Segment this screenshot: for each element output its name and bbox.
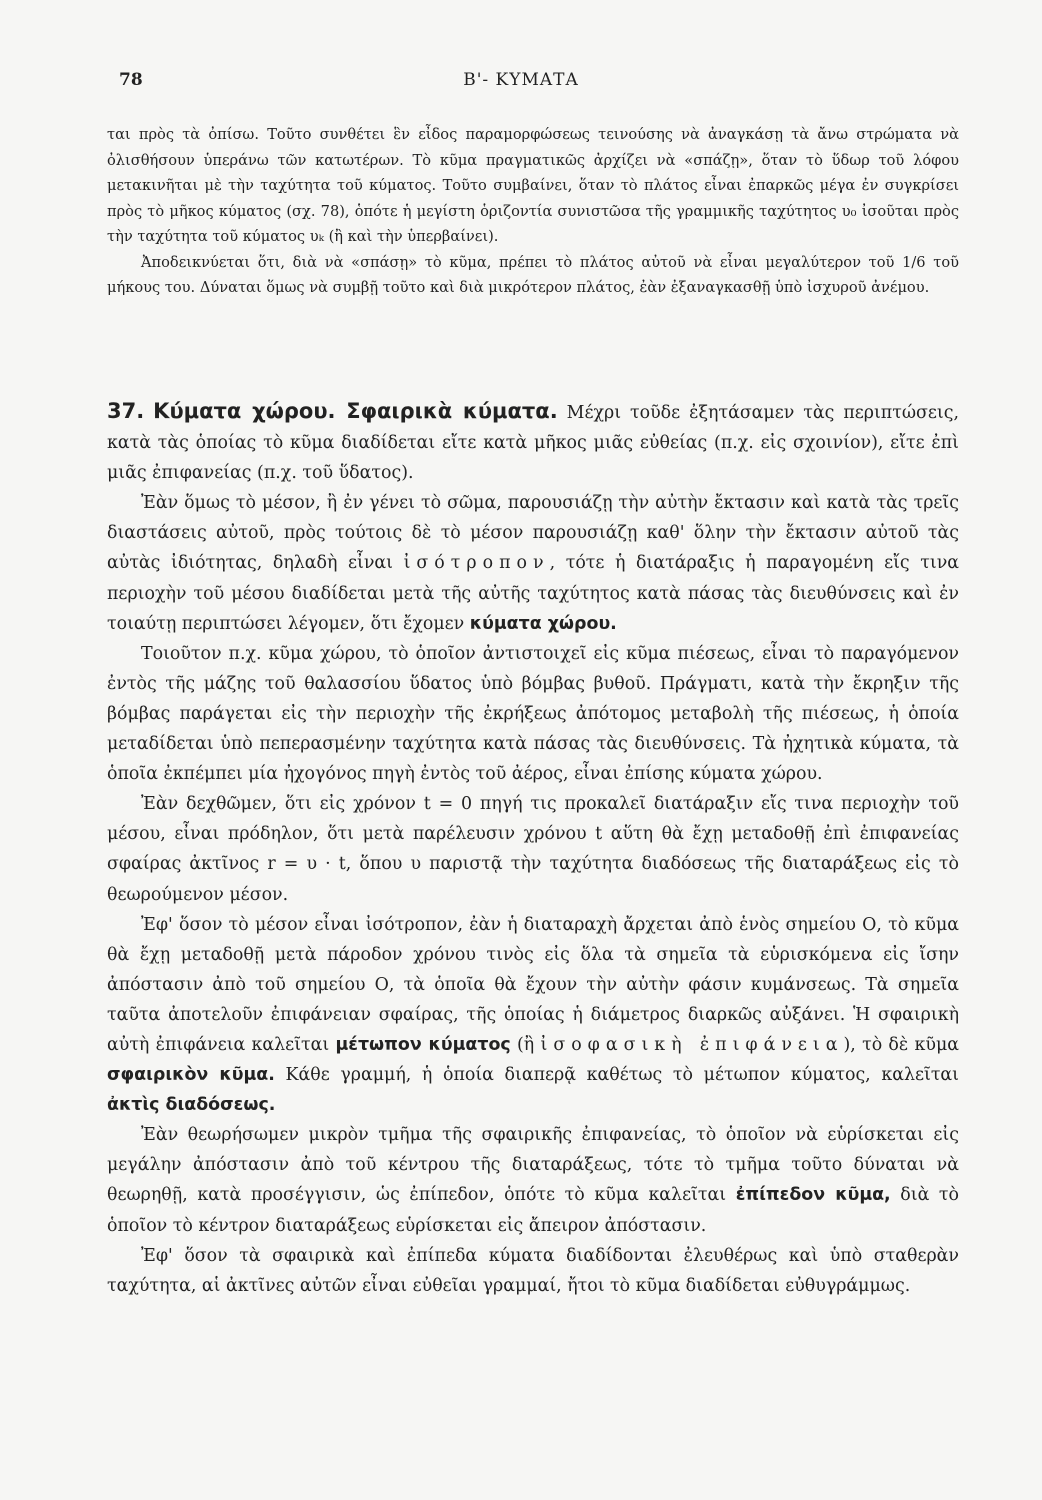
small-paragraph: ται πρὸς τὰ ὀπίσω. Τοῦτο συνθέτει ἓν εἶδος παραμορφώσεως τεινούσης νὰ ἀναγκάσῃ τὰ ἄνω στρώματα νὰ ὀλισθήσουν ὑπεράνω τῶν κατωτέρων. Τὸ κῦμα πραγματικῶς ἀρχίζει νὰ «σπάζῃ», ὅταν τὸ ὕδωρ τοῦ λόφου μετακινῆται μὲ τὴν ταχύτητα τοῦ κύματος. Τοῦτο συμβαίνει, ὅταν τὸ πλάτος εἶναι ἐπαρκῶς μέγα ἐν συγκρίσει πρὸς τὸ μῆκος κύματος (σχ. 78), ὁπότε ἡ μεγίστη ὁριζοντία συνιστῶσα τῆς γραμμικῆς ταχύτητος υ₀ ἰσοῦται πρὸς τὴν ταχύτητα τοῦ κύματος υₖ (ἢ καὶ τὴν ὑπερβαίνει). [107,126,959,245]
bold-term: ἀκτὶς διαδόσεως. [107,1095,276,1116]
body-text: Ἐὰν ὅμως τὸ μέσον, ἢ ἐν γένει τὸ σῶμα, παρουσιάζῃ τὴν αὐτὴν ἔκτασιν καὶ κατὰ τὰς τρεῖς διαστάσεις αὐτοῦ, πρὸς τούτοις δὲ τὸ μέσον παρουσιάζῃ καθ' ὅλην τὴν ἔκτασιν αὐτοῦ τὰς αὐτὰς ἰδιότητας, δηλαδὴ εἶναι [107,493,959,574]
bold-term: ἐπίπεδον κῦμα, [735,1185,891,1206]
section-title: Κύματα χώρου. Σφαιρικὰ κύματα. [153,399,558,423]
running-title: Β'- ΚΥΜΑΤΑ [463,70,579,90]
spaced-term: ἰσοφασικὴ ἐπιφάνεια [540,1034,844,1055]
body-text: ἢ [523,1034,535,1055]
body-text: , τότε ἡ διατάραξις ἡ παραγομένη εἴς τινα περιοχὴν τοῦ μέσου διαδίδεται μετὰ τῆς αὐτῆς ταχύτητος κατὰ πάσας τὰς διευθύνσεις καὶ ἐν τοιαύτῃ περιπτώσει λέγομεν, ὅτι ἔχομεν [107,553,960,634]
body-paragraph: Ἐφ' ὅσον τὰ σφαιρικὰ καὶ ἐπίπεδα κύματα διαδίδονται ἐλευθέρως καὶ ὑπὸ σταθερὰν ταχύτητα, αἱ ἀκτῖνες αὐτῶν εἶναι εὐθεῖαι γραμμαί, ἤτοι τὸ κῦμα διαδίδεται εὐθυγράμμως. [107,1245,959,1296]
bold-term: μέτωπον κύματος [335,1034,511,1055]
body-text: Ἐφ' ὅσον τὸ μέσον εἶναι ἰσότροπον, ἐὰν ἡ διαταραχὴ ἄρχεται ἀπὸ ἑνὸς σημείου Ο, τὸ κῦμα θὰ ἔχῃ μεταδοθῇ μετὰ πάροδον χρόνου τινὸς εἰς ὅλα τὰ σημεῖα τὰ εὑρισκόμενα εἰς ἴσην ἀπόστασιν ἀπὸ τοῦ σημείου Ο, τὰ ὁποῖα θὰ ἔχουν τὴν αὐτὴν φάσιν κυμάνσεως. Τὰ σημεῖα ταῦτα ἀποτελοῦν ἐπιφάνειαν σφαίρας, τῆς ὁποίας ἡ διάμετρος διαρκῶς αὐξάνει. Ἡ σφαιρικὴ αὐτὴ ἐπιφάνεια καλεῖται [107,914,959,1055]
section-number: 37. [107,399,145,423]
body-paragraph [107,488,959,638]
body-paragraph: Ἐὰν δεχθῶμεν, ὅτι εἰς χρόνον t = 0 πηγή τις προκαλεῖ διατάραξιν εἴς τινα περιοχὴν τοῦ μέσου, εἶναι πρόδηλον, ὅτι μετὰ παρέλευσιν χρόνου t αὕτη θὰ ἔχῃ μεταδοθῇ ἐπὶ ἐπιφανείας σφαίρας ἀκτῖνος r = υ · t, ὅπου υ παριστᾷ τὴν ταχύτητα διαδόσεως τῆς διαταράξεως εἰς τὸ θεωρούμενον μέσον. [107,794,959,905]
body-text: ), τὸ δὲ κῦμα [843,1034,959,1055]
body-text: Μέχρι τοῦδε ἐξητάσαμεν τὰς περιπτώσεις, κατὰ τὰς ὁποίας τὸ κῦμα διαδίδεται εἴτε κατὰ μῆκος μιᾶς εὐθείας (π.χ. εἰς σχοινίον), εἴτε ἐπὶ μιᾶς ἐπιφανείας (π.χ. τοῦ ὕδατος). [107,403,960,484]
body-paragraph: Ἐφ' ὅσον τὸ μέσον εἶναι ἰσότροπον, ἐὰν ἡ διαταραχὴ ἄρχεται ἀπὸ ἑνὸς σημείου Ο, τὸ κῦμα θὰ ἔχῃ μεταδοθῇ μετὰ πάροδον χρόνου τινὸς εἰς ὅλα τὰ σημεῖα τὰ εὑρισκόμενα εἰς ἴσην ἀπόστασιν ἀπὸ τοῦ σημείου Ο, τὰ ὁποῖα θὰ ἔχουν τὴν αὐτὴν φάσιν κυμάνσεως. Τὰ σημεῖα ταῦτα ἀποτελοῦν ἐπιφάνειαν σφαίρας, τῆς ὁποίας ἡ διάμετρος διαρκῶς αὐξάνει. Ἡ σφαιρικὴ αὐτὴ ἐπιφάνεια καλεῖται μέτωπον κύματος (ἢ ἰσοφασικὴ ἐπιφάνεια), τὸ δὲ κῦμα σφαιρικὸν κῦμα. Κάθε γραμμή, ἡ ὁποία διαπερᾷ καθέτως τὸ μέτωπον κύματος, καλεῖται ἀκτὶς διαδόσεως. [107,914,959,1116]
spaced-term: ἰσότροπον [403,553,550,574]
body-text: διὰ τὸ ὁποῖον τὸ κέντρον διαταράξεως εὑρίσκεται εἰς ἄπειρον ἀπόστασιν. [107,1185,960,1236]
small-print-block [107,122,959,301]
page-header [119,70,923,100]
body-paragraph [107,1120,959,1240]
body-paragraph: Τοιοῦτον π.χ. κῦμα χώρου, τὸ ὁποῖον ἀντιστοιχεῖ εἰς κῦμα πιέσεως, εἶναι τὸ παραγόμενον ἐντὸς τῆς μάζης τοῦ θαλασσίου ὕδατος ὑπὸ βόμβας βυθοῦ. Πράγματι, κατὰ τὴν ἔκρηξιν τῆς βόμβας παράγεται εἰς τὴν περιοχὴν τῆς ἐκρήξεως ἀπότομος μεταβολὴ τῆς πιέσεως, ἡ ὁποία μεταδίδεται ὑπὸ πεπερασμένην ταχύτητα κατὰ πάσας τὰς διευθύνσεις. Τὰ ἠχητικὰ κύματα, τὰ ὁποῖα ἐκπέμπει μία ἠχογόνος πηγὴ ἐντὸς τοῦ ἀέρος, εἶναι ἐπίσης κύματα χώρου. [107,643,959,785]
page-number: 78 [119,70,143,90]
body-text: Κάθε γραμμή, ἡ ὁποία διαπερᾷ καθέτως τὸ μέτωπον κύματος, καλεῖται [285,1065,959,1086]
small-paragraph: Ἀποδεικνύεται ὅτι, διὰ νὰ «σπάσῃ» τὸ κῦμα, πρέπει τὸ πλάτος αὐτοῦ νὰ εἶναι μεγαλύτερον τοῦ 1/6 τοῦ μήκους του. Δύναται ὅμως νὰ συμβῇ τοῦτο καὶ διὰ μικρότερον πλάτος, ἐὰν ἐξαναγκασθῇ ὑπὸ ἰσχυροῦ ἀνέμου. [107,253,959,296]
body-text: Ἐὰν θεωρήσωμεν μικρὸν τμῆμα τῆς σφαιρικῆς ἐπιφανείας, τὸ ὁποῖον νὰ εὑρίσκεται εἰς μεγάλην ἀπόστασιν ἀπὸ τοῦ κέντρου τῆς διαταράξεως, τότε τὸ τμῆμα τοῦτο δύναται νὰ θεωρηθῇ, κατὰ προσέγγισιν, ὡς ἐπίπεδον, ὁπότε τὸ κῦμα καλεῖται [107,1125,959,1206]
bold-term: σφαιρικὸν κῦμα. [107,1065,275,1086]
section-37 [107,396,959,1301]
bold-term: κύματα χώρου. [469,613,617,634]
